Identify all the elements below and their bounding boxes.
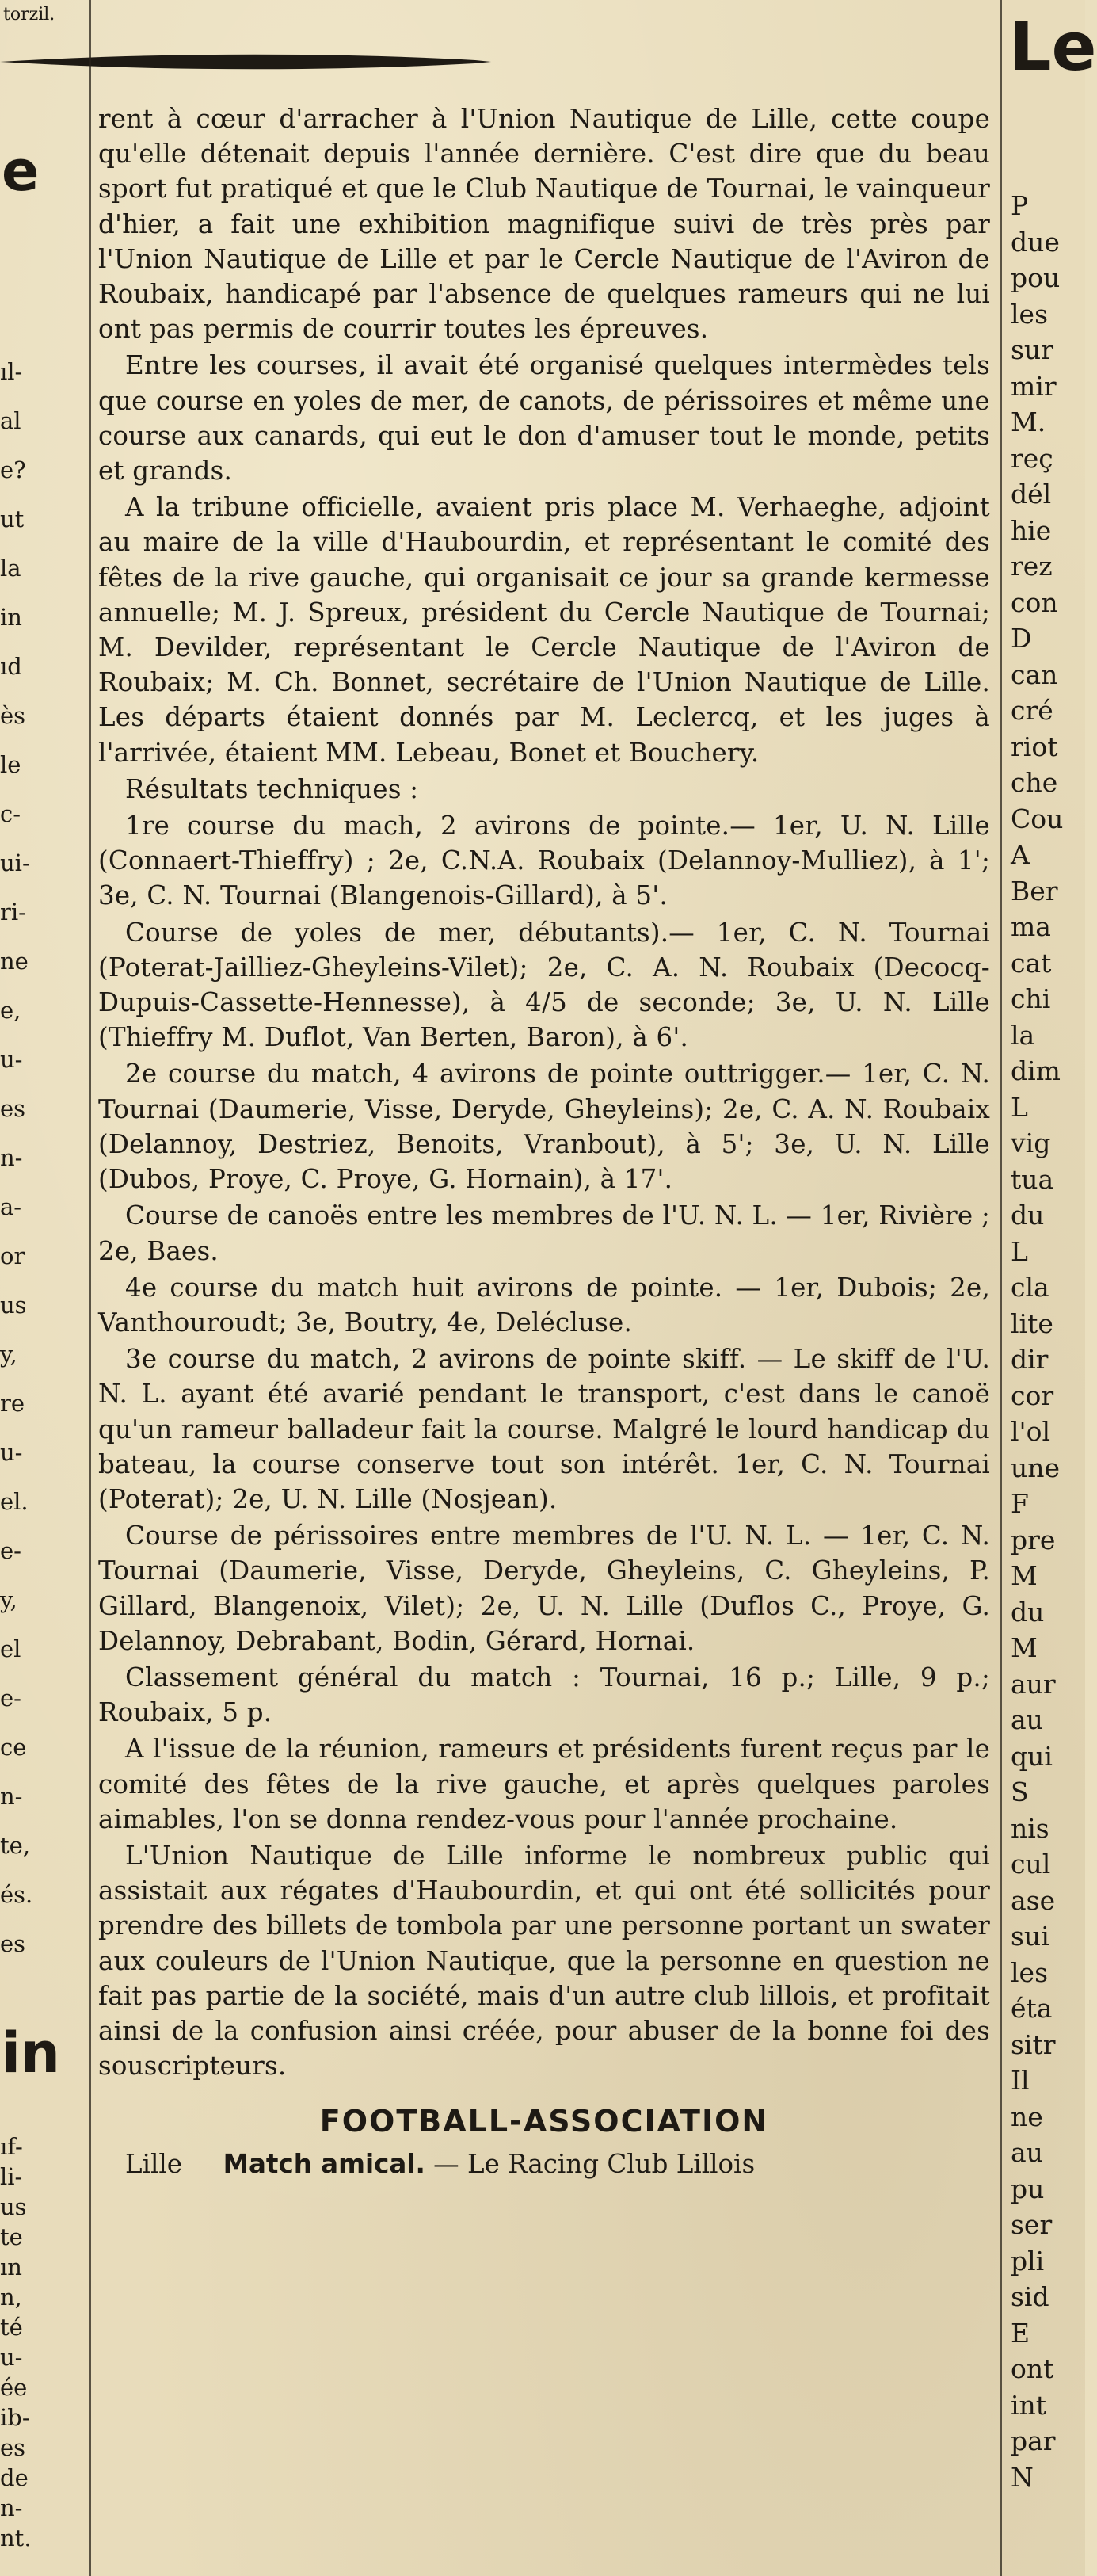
right-column-fragment: hie <box>1011 514 1052 546</box>
left-column-fragment: ce <box>0 1734 27 1761</box>
left-column-clipped <box>0 0 84 2576</box>
right-column-fragment: cla <box>1011 1272 1049 1303</box>
right-column-fragment: cré <box>1011 695 1053 726</box>
left-column-fragment: ne <box>0 948 29 975</box>
right-column-fragment: tua <box>1011 1163 1054 1195</box>
article-paragraph: 2e course du match, 4 avirons de pointe outtrigger.— 1er, C. N. Tournai (Daumerie, Visse, Deryde, Gheyleins); 2e, C. A. N. Roubaix (Delannoy, Destriez, Benoits, Vranbout), à 5'; 3e, U. N. Lille (Dubos, Proye, C. Proye, G. Hornain), à 17'. <box>98 1059 990 1195</box>
left-column-fragment: ın <box>0 2254 22 2280</box>
left-column-fragment: n, <box>0 2284 22 2311</box>
article-paragraph: L'Union Nautique de Lille informe le nombreux public qui assistait aux régates d'Haubourdin, et qui ont été sollicités pour prendre des billets de tombola par une personne portant un swater aux couleurs de l'Union Nautique, que la personne en question ne fait pas partie de la société, mais d'un autre club lillois, et profitait ainsi de la confusion ainsi créée, pour abuser de la bonne foi des souscripteurs. <box>98 1840 990 2082</box>
article-column <box>98 101 990 2181</box>
left-column-fragment: re <box>0 1390 25 1417</box>
right-column-fragment: l'ol <box>1011 1416 1051 1447</box>
right-column-fragment: ne <box>1011 2101 1043 2132</box>
article-paragraph: A la tribune officielle, avaient pris place M. Verhaeghe, adjoint au maire de la ville d'Haubourdin, et représentant le comité des fêtes de la rive gauche, qui organisait ce jour sa grande kermesse annuelle; M. J. Spreux, président du Cercle Nautique de Tournai; M. Devilder, représentant le Cercle Nautique de l'Aviron de Roubaix; M. Ch. Bonnet, secrétaire de l'Union Nautique de Lille. Les départs étaient donnés par M. Leclercq, et les juges à l'arrivée, étaient MM. Lebeau, Bonet et Bouchery. <box>98 492 990 768</box>
section-heading: FOOTBALL-ASSOCIATION <box>319 2104 769 2139</box>
right-column-fragment: Il <box>1011 2065 1030 2096</box>
article-paragraph: Entre les courses, il avait été organisé quelques intermèdes tels que course en yoles de mer, de canots, de périssoires et même une course aux canards, qui eut le don d'amuser tout le monde, petits et grands. <box>98 350 990 487</box>
results-heading: Résultats techniques : <box>125 773 419 804</box>
right-column-fragment: la <box>1011 1019 1035 1051</box>
left-column-fragment: us <box>0 1292 27 1319</box>
left-column-fragment: ès <box>0 702 26 729</box>
right-big-letters: Le <box>1009 8 1097 86</box>
left-column-fragment: e, <box>0 997 21 1024</box>
right-column-fragment: cul <box>1011 1849 1051 1880</box>
article-paragraph: rent à cœur d'arracher à l'Union Nautique de Lille, cette coupe qu'elle détenait depuis l'année dernière. C'est dire que du beau sport fut pratiqué et que le Club Nautique de Tournai, le vainqueur d'hier, a fait une exhibition magnifique suivi de très près par l'Union Nautique de Lille et par le Cercle Nautique de l'Aviron de Roubaix, handicapé par l'absence de quelques rameurs qui ne lui ont pas permis de courrir toutes les épreuves. <box>98 104 990 345</box>
right-column-fragment: sur <box>1011 334 1053 365</box>
right-column-fragment: éta <box>1011 1993 1053 2024</box>
right-column-fragment: sid <box>1011 2281 1049 2312</box>
right-column-fragment: F <box>1011 1488 1029 1519</box>
right-column-fragment: riot <box>1011 731 1058 762</box>
right-column-fragment: M <box>1011 1632 1038 1663</box>
article-paragraph: Classement général du match : Tournai, 16 p.; Lille, 9 p.; Roubaix, 5 p. <box>98 1662 990 1728</box>
left-column-fragment: al <box>0 407 21 434</box>
left-column-fragment: es <box>0 2434 26 2461</box>
right-column-fragment: D <box>1011 623 1032 654</box>
right-column-fragment: P <box>1011 190 1029 221</box>
right-column-fragment: cat <box>1011 947 1052 979</box>
article-paragraph: Course de périssoires entre membres de l'U. N. L. — 1er, C. N. Tournai (Daumerie, Visse, Deryde, Gheyleins, C. Gheyleins, P. Gillard, Blangenoix, Vilet); 2e, U. N. Lille (Duflos C., Proye, G. Delannoy, Debrabant, Bodin, Gérard, Hornai. <box>98 1521 990 1656</box>
right-column-fragment: sui <box>1011 1921 1049 1952</box>
left-column-fragment: y, <box>0 1341 17 1368</box>
right-column-fragment: ase <box>1011 1884 1056 1916</box>
right-column-fragment: E <box>1011 2317 1030 2349</box>
left-column-fragment: e? <box>0 456 26 483</box>
right-column-fragment: ma <box>1011 911 1051 942</box>
left-column-fragment: n- <box>0 1783 23 1810</box>
left-column-fragment: c- <box>0 800 21 827</box>
article-paragraph: 3e course du match, 2 avirons de pointe skiff. — Le skiff de l'U. N. L. ayant été avarié pendant le transport, c'est dans le canoë qu'un rameur balladeur fait la course. Malgré le lourd handicap du bateau, la course conserve tout son intérêt. 1er, C. N. Tournai (Poterat); 2e, U. N. Lille (Nosjean). <box>98 1344 990 1514</box>
left-column-fragment: us <box>0 2193 27 2220</box>
left-column-fragment: u- <box>0 1046 23 1073</box>
right-column-fragment: M. <box>1011 406 1046 437</box>
article-paragraph: 4e course du match huit avirons de pointe. — 1er, Dubois; 2e, Vanthouroudt; 3e, Boutry, 4e, Delécluse. <box>98 1272 990 1338</box>
right-column-fragment: L <box>1011 1091 1028 1123</box>
left-column-fragment: le <box>0 751 21 778</box>
left-column-fragment: ib- <box>0 2404 30 2431</box>
right-column-fragment: aur <box>1011 1668 1056 1700</box>
right-column-fragment: dél <box>1011 479 1052 509</box>
top-fragment: torzil. <box>3 5 55 25</box>
left-column-fragment: ıf- <box>0 2133 23 2160</box>
right-column-fragment: au <box>1011 2137 1043 2168</box>
left-column-fragment: nt. <box>0 2524 32 2551</box>
right-column-fragment: qui <box>1011 1740 1053 1772</box>
left-column-fragment: el. <box>0 1488 29 1515</box>
left-column-fragment: e- <box>0 1537 21 1564</box>
left-column-fragment: n- <box>0 2494 23 2521</box>
left-column-fragment: ui- <box>0 849 30 876</box>
right-column-fragment: par <box>1011 2425 1056 2456</box>
right-column-fragment: du <box>1011 1596 1045 1628</box>
right-column-fragment: L <box>1011 1235 1028 1267</box>
right-column-fragment: due <box>1011 226 1060 258</box>
right-column-fragment: che <box>1011 767 1058 798</box>
teaser-title: Match amical. <box>223 2149 425 2180</box>
right-column-fragment: chi <box>1011 983 1051 1014</box>
right-column-fragment: pli <box>1011 2245 1045 2276</box>
left-column-fragment: el <box>0 1635 21 1662</box>
right-column-fragment: N <box>1011 2461 1034 2493</box>
right-column-fragment: du <box>1011 1200 1045 1231</box>
left-column-fragment: in <box>0 604 22 631</box>
left-column-fragment: la <box>0 555 21 582</box>
right-column-fragment: can <box>1011 658 1058 690</box>
left-big-letter: e <box>2 139 40 204</box>
column-rule-left <box>89 0 91 2576</box>
left-column-fragment: y, <box>0 1586 17 1613</box>
left-column-fragment: te <box>0 2223 23 2250</box>
right-column-fragment: S <box>1011 1776 1029 1807</box>
left-big-letter: in <box>2 2021 60 2086</box>
left-column-fragment: és. <box>0 1881 33 1908</box>
right-column-fragment: dir <box>1011 1344 1049 1375</box>
right-column-fragment: reç <box>1011 442 1053 474</box>
left-column-fragment: ri- <box>0 899 26 925</box>
right-column-fragment: Cou <box>1011 803 1064 834</box>
right-column-fragment: pou <box>1011 262 1061 293</box>
teaser-line <box>98 2147 990 2181</box>
left-column-fragment: ıd <box>0 653 22 680</box>
left-column-fragment: ée <box>0 2374 28 2401</box>
article-paragraph: 1re course du mach, 2 avirons de pointe.— 1er, U. N. Lille (Connaert-Thieffry) ; 2e, C.N.A. Roubaix (Delannoy-Mulliez), à 1'; 3e, C. N. Tournai (Blangenois-Gillard), à 5'. <box>98 811 990 911</box>
right-column-fragment: Ber <box>1011 875 1058 906</box>
right-column-fragment: dim <box>1011 1055 1061 1086</box>
right-column-fragment: lite <box>1011 1307 1053 1339</box>
left-column-fragment: es <box>0 1930 26 1957</box>
right-column-fragment: une <box>1011 1452 1061 1483</box>
right-column-clipped <box>1006 0 1097 2576</box>
right-column-fragment: vig <box>1011 1128 1051 1158</box>
right-column-fragment: pre <box>1011 1524 1056 1555</box>
article-paragraph: A l'issue de la réunion, rameurs et présidents furent reçus par le comité des fêtes de la rive gauche, et après quelques paroles aimables, l'on se donna rendez-vous pour l'année prochaine. <box>98 1734 990 1834</box>
left-column-fragment: li- <box>0 2163 23 2190</box>
right-column-fragment: mir <box>1011 370 1057 402</box>
left-column-fragment: e- <box>0 1685 21 1712</box>
article-paragraph: Course de canoës entre les membres de l'U. N. L. — 1er, Rivière ; 2e, Baes. <box>98 1200 990 1266</box>
right-column-fragment: con <box>1011 586 1058 618</box>
right-column-fragment: au <box>1011 1704 1043 1735</box>
left-column-fragment: ıl- <box>0 358 23 385</box>
teaser-lead: Lille <box>125 2149 182 2180</box>
teaser-text: — Le Racing Club Lillois <box>433 2149 756 2180</box>
right-column-fragment: M <box>1011 1560 1038 1591</box>
left-column-fragment: de <box>0 2464 29 2491</box>
right-column-fragment: int <box>1011 2389 1047 2421</box>
right-column-fragment: cor <box>1011 1380 1054 1411</box>
left-column-fragment: a- <box>0 1193 22 1220</box>
right-column-fragment: pu <box>1011 2173 1045 2204</box>
left-column-fragment: te, <box>0 1832 31 1859</box>
right-column-fragment: sitr <box>1011 2028 1056 2060</box>
left-column-fragment: es <box>0 1095 26 1122</box>
right-column-fragment: nis <box>1011 1812 1049 1844</box>
left-column-fragment: ut <box>0 506 25 532</box>
article-paragraph: Course de yoles de mer, débutants).— 1er, C. N. Tournai (Poterat-Jailliez-Gheyleins-Vilet); 2e, C. A. N. Roubaix (Decocq-Dupuis-Cassette-Hennesse), à 4/5 de seconde; 3e, U. N. Lille (Thieffry M. Duflot, Van Berten, Baron), à 6'. <box>98 917 990 1053</box>
right-column-fragment: ont <box>1011 2353 1054 2384</box>
right-column-fragment: A <box>1011 839 1030 870</box>
left-column-fragment: té <box>0 2314 23 2341</box>
left-column-fragment: u- <box>0 1439 23 1466</box>
right-column-fragment: ser <box>1011 2209 1053 2240</box>
left-column-fragment: u- <box>0 2344 23 2371</box>
right-column-fragment: rez <box>1011 551 1053 582</box>
column-rule-right <box>1000 0 1002 2576</box>
right-column-fragment: les <box>1011 1956 1049 1988</box>
right-column-fragment: les <box>1011 298 1049 330</box>
left-column-fragment: n- <box>0 1144 23 1171</box>
left-column-fragment: or <box>0 1242 25 1269</box>
